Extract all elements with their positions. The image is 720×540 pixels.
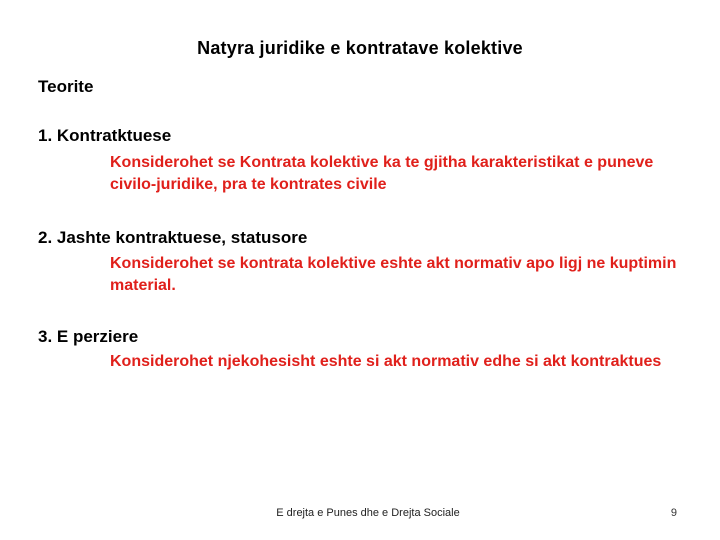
- page-number: 9: [670, 507, 677, 519]
- footer-text: E drejta e Punes dhe e Drejta Sociale: [276, 507, 460, 519]
- theory-heading-mixed: 3. E perziere: [38, 327, 139, 346]
- theory-description-statutory: Konsiderohet se kontrata kolektive eshte akt normativ apo ligj ne kuptimin material.: [110, 255, 677, 294]
- theory-heading-statutory: 2. Jashte kontraktuese, statusore: [38, 228, 308, 247]
- theory-description-contractual: Konsiderohet se Kontrata kolektive ka te gjitha karakteristikat e puneve civilo-juridike, pra te kontrates civile: [110, 154, 654, 193]
- theory-description-mixed: Konsiderohet njekohesisht eshte si akt normativ edhe si akt kontraktues: [110, 353, 662, 370]
- theory-heading-contractual: 1. Kontratktuese: [38, 126, 172, 145]
- slide-subtitle: Teorite: [38, 77, 94, 96]
- slide-title: Natyra juridike e kontratave kolektive: [197, 38, 523, 58]
